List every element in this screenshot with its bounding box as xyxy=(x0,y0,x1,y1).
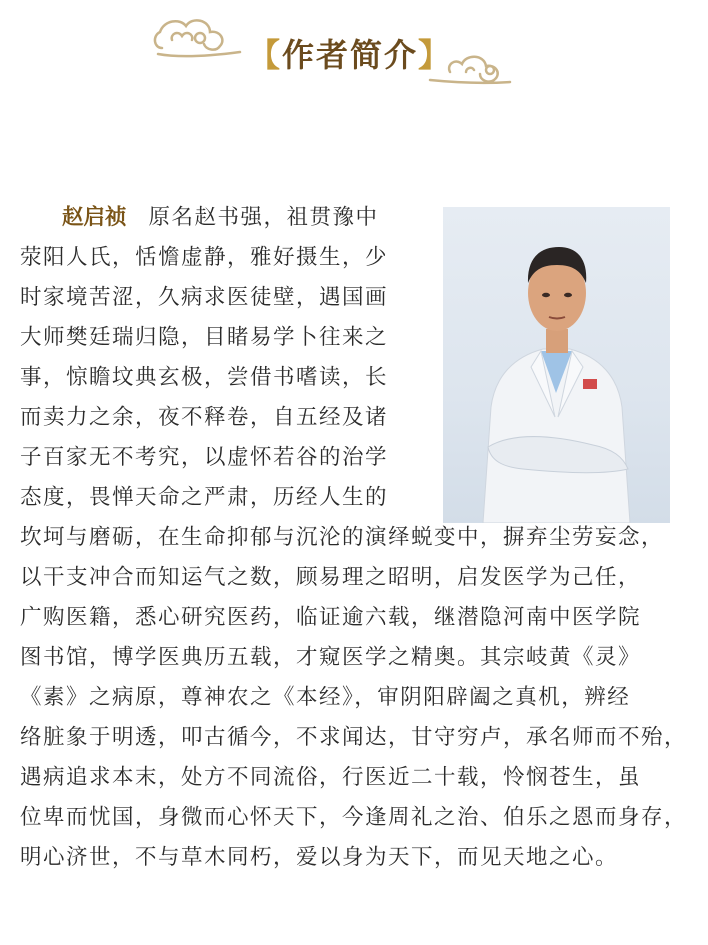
bio-line-15: 遇病追求本末，处方不同流俗，行医近二十载，怜悯苍生，虽 xyxy=(20,765,642,790)
title-bracket-left: 【 xyxy=(248,36,283,74)
bio-line-10: 以干支冲合而知运气之数，顾易理之昭明，启发医学为己任， xyxy=(20,565,642,590)
bio-line-8: 态度，畏惮天命之严肃，历经人生的 xyxy=(20,485,389,510)
portrait-icon xyxy=(443,207,670,523)
bio-line-7: 子百家无不考究，以虚怀若谷的治学 xyxy=(20,445,389,470)
bio-line-4: 大师樊廷瑞归隐，目睹易学卜往来之 xyxy=(20,325,389,350)
author-name: 赵启祯 xyxy=(62,205,127,230)
bio-line-17: 明心济世，不与草木同朽，爱以身为天下，而见天地之心。 xyxy=(20,845,619,870)
section-header xyxy=(150,8,520,93)
bio-line-3: 时家境苦涩，久病求医徒壁，遇国画 xyxy=(20,285,389,310)
bio-line-11: 广购医籍，悉心研究医药，临证逾六载，继潜隐河南中医学院 xyxy=(20,605,642,630)
title-text: 作者简介 xyxy=(282,36,419,74)
bio-line-text: 原名赵书强，祖贯豫中 xyxy=(148,205,379,230)
bio-line-5: 事，惊瞻坟典玄极，尝借书嗜读，长 xyxy=(20,365,389,390)
bio-line-9: 坎坷与磨砺，在生命抑郁与沉沦的演绎蜕变中，摒弃尘劳妄念， xyxy=(20,525,665,550)
bio-line-16: 位卑而忧国，身微而心怀天下，今逢周礼之治、伯乐之恩而身存， xyxy=(20,805,688,830)
bio-line-12: 图书馆，博学医典历五载，才窥医学之精奥。其宗岐黄《灵》 xyxy=(20,645,642,670)
bio-line-14: 络脏象于明透，叩古循今，不求闻达，甘守穷卢，承名师而不殆， xyxy=(20,725,688,750)
title-bracket-right: 】 xyxy=(418,36,453,74)
bio-line-13: 《素》之病原，尊神农之《本经》，审阴阳辟阖之真机，辨经 xyxy=(20,685,631,710)
bio-line-1 xyxy=(20,203,379,233)
author-photo xyxy=(443,207,670,523)
bio-line-2: 荥阳人氏，恬憺虚静，雅好摄生，少 xyxy=(20,245,389,270)
section-title xyxy=(248,30,452,76)
bio-line-6: 而卖力之余，夜不释卷，自五经及诸 xyxy=(20,405,389,430)
